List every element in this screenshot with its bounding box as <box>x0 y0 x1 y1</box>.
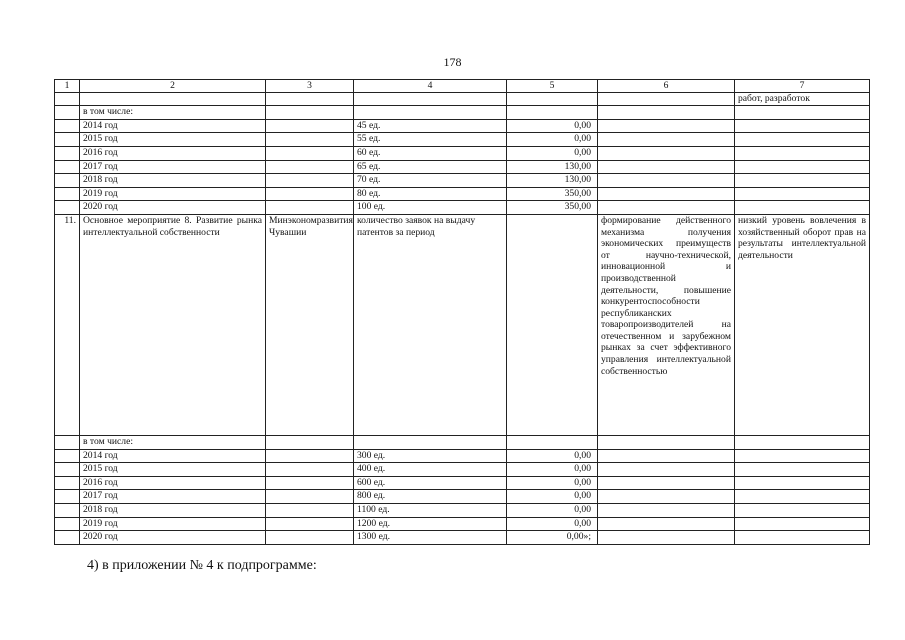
amount-cell: 0,00 <box>507 133 598 147</box>
event-name: Основное мероприятие 8. Развитие рынка интеллектуальной собственности <box>80 214 266 435</box>
quantity-cell: 600 ед. <box>354 476 507 490</box>
including-label: в том числе: <box>80 106 266 120</box>
year-row <box>55 531 870 545</box>
item-11-row <box>55 214 870 435</box>
column-number: 3 <box>266 80 354 93</box>
footer-text: 4) в приложении № 4 к подпрограмме: <box>87 558 317 573</box>
quantity-cell: 400 ед. <box>354 463 507 477</box>
year-row <box>55 174 870 188</box>
year-row <box>55 463 870 477</box>
amount-cell: 0,00 <box>507 463 598 477</box>
quantity-cell: 100 ед. <box>354 201 507 215</box>
quantity-cell: 1300 ед. <box>354 531 507 545</box>
quantity-cell: 45 ед. <box>354 119 507 133</box>
quantity-cell: 80 ед. <box>354 187 507 201</box>
quantity-cell: 1200 ед. <box>354 517 507 531</box>
column-number: 5 <box>507 80 598 93</box>
year-row <box>55 119 870 133</box>
year-cell: 2020 год <box>80 201 266 215</box>
year-cell: 2017 год <box>80 490 266 504</box>
amount-cell: 0,00 <box>507 146 598 160</box>
year-cell: 2018 год <box>80 503 266 517</box>
year-cell: 2016 год <box>80 146 266 160</box>
year-cell: 2019 год <box>80 187 266 201</box>
amount-cell: 130,00 <box>507 160 598 174</box>
program-table <box>54 79 870 545</box>
column-number: 7 <box>735 80 870 93</box>
amount-cell: 0,00 <box>507 517 598 531</box>
column-number: 4 <box>354 80 507 93</box>
column-number: 6 <box>598 80 735 93</box>
column-number-row <box>55 80 870 93</box>
year-row <box>55 133 870 147</box>
including-row <box>55 435 870 449</box>
year-row <box>55 503 870 517</box>
amount-cell: 0,00 <box>507 476 598 490</box>
quantity-cell: 70 ед. <box>354 174 507 188</box>
amount-cell: 130,00 <box>507 174 598 188</box>
amount-cell: 0,00»; <box>507 531 598 545</box>
continuation-row <box>55 92 870 106</box>
quantity-cell: 300 ед. <box>354 449 507 463</box>
amount-cell: 0,00 <box>507 490 598 504</box>
year-cell: 2015 год <box>80 133 266 147</box>
year-row <box>55 490 870 504</box>
year-row <box>55 160 870 174</box>
year-cell: 2015 год <box>80 463 266 477</box>
amount-cell: 350,00 <box>507 187 598 201</box>
including-row <box>55 106 870 120</box>
year-cell: 2019 год <box>80 517 266 531</box>
year-row <box>55 449 870 463</box>
year-cell: 2020 год <box>80 531 266 545</box>
item-number: 11. <box>55 214 80 435</box>
quantity-cell: 55 ед. <box>354 133 507 147</box>
indicator: количество заявок на выдачу патентов за период <box>354 214 507 435</box>
year-cell: 2014 год <box>80 449 266 463</box>
continuation-text: работ, разработок <box>735 92 870 106</box>
column-number: 1 <box>55 80 80 93</box>
year-cell: 2017 год <box>80 160 266 174</box>
executor: Минэкономразвития Чувашии <box>266 214 354 435</box>
amount-cell: 0,00 <box>507 119 598 133</box>
page-number: 178 <box>443 55 462 69</box>
amount-cell: 0,00 <box>507 449 598 463</box>
risk-description: низкий уровень вовлечения в хозяйственный оборот прав на результаты интеллектуальной деятельности <box>735 214 870 435</box>
year-row <box>55 476 870 490</box>
year-cell: 2018 год <box>80 174 266 188</box>
year-row <box>55 146 870 160</box>
including-label: в том числе: <box>80 435 266 449</box>
amount-cell: 350,00 <box>507 201 598 215</box>
quantity-cell: 800 ед. <box>354 490 507 504</box>
year-row <box>55 517 870 531</box>
year-row <box>55 187 870 201</box>
year-row <box>55 201 870 215</box>
column-number: 2 <box>80 80 266 93</box>
expected-result: формирование действенного механизма получения экономических преимуществ от научно-технической, инновационной и производственной деятельности, повышение конкурентоспособности республиканских товаропроизводителей на отечественном и зарубежном рынках за счет эффективного управления интеллектуальной собственностью <box>598 214 735 435</box>
quantity-cell: 1100 ед. <box>354 503 507 517</box>
amount-cell: 0,00 <box>507 503 598 517</box>
quantity-cell: 65 ед. <box>354 160 507 174</box>
year-cell: 2014 год <box>80 119 266 133</box>
year-cell: 2016 год <box>80 476 266 490</box>
quantity-cell: 60 ед. <box>354 146 507 160</box>
